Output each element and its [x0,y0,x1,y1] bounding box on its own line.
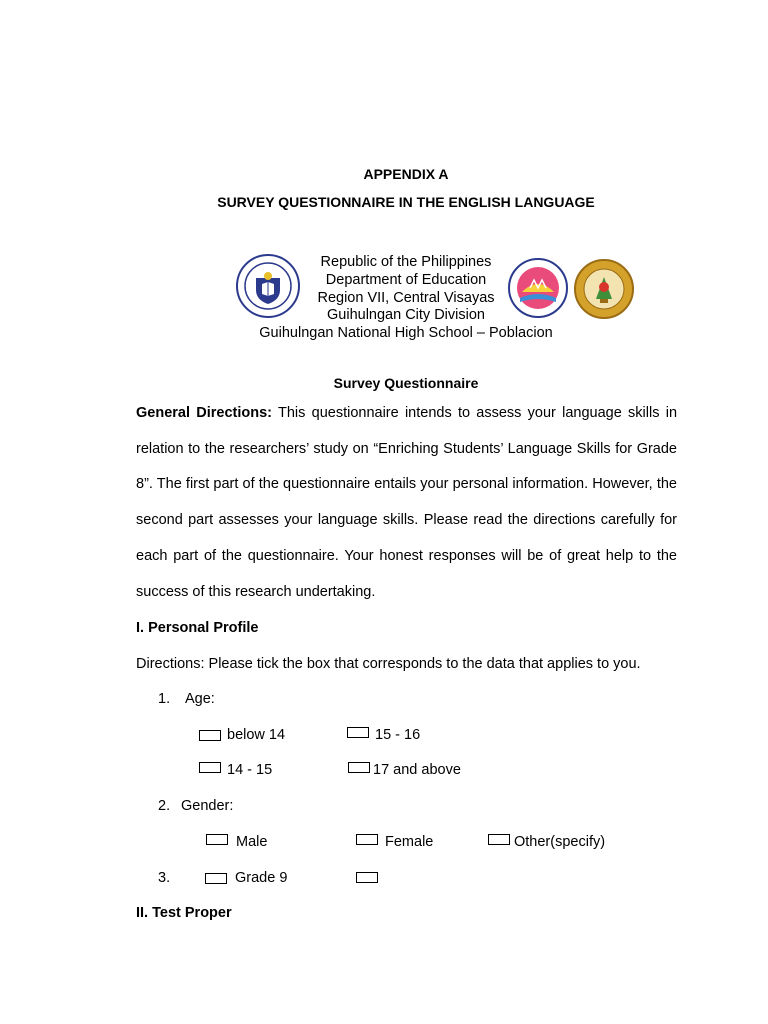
option-age-below-14: below 14 [227,727,286,743]
general-directions-label: General Directions: [136,405,272,421]
checkbox-age-17-above[interactable] [348,762,370,773]
header-line-division: Guihulngan City Division [327,307,485,324]
section-personal-profile-title: I. Personal Profile [136,620,259,636]
checkbox-gender-other[interactable] [488,834,510,845]
checkbox-age-below-14[interactable] [199,730,221,741]
section-test-proper-title: II. Test Proper [136,905,232,921]
checkbox-age-14-15[interactable] [199,762,221,773]
option-gender-female: Female [385,834,434,850]
header-line-school: Guihulngan National High School – Poblacion [259,325,553,342]
header-line-republic: Republic of the Philippines [320,254,492,270]
option-gender-male: Male [236,834,268,850]
question-age-label: Age: [185,691,215,707]
question-number-2: 2. [158,798,171,814]
general-directions-text: This questionnaire intends to assess your language skills in relation to the researchers’ study on “Enriching Students’ Language Skills for Grade 8”. The first part of the questionnaire entails your personal information. However, the second part assesses your language skills. Please read the directions carefully for each part of the questionnaire. Your honest responses will be of great help to the success of this research undertaking. [136,405,678,600]
question-number-1: 1. [158,691,171,707]
option-gender-other: Other(specify) [514,834,606,850]
header-line-department: Department of Education [325,271,487,288]
survey-title: Survey Questionnaire [333,375,479,391]
checkbox-gender-male[interactable] [206,834,228,845]
option-age-17-above: 17 and above [373,762,461,778]
checkbox-grade-9[interactable] [205,873,227,884]
option-grade-9: Grade 9 [235,870,288,886]
appendix-title: APPENDIX A [363,166,449,182]
header-line-region: Region VII, Central Visayas [317,289,495,306]
question-gender-label: Gender: [181,798,234,814]
appendix-subtitle: SURVEY QUESTIONNAIRE IN THE ENGLISH LANGUAGE [217,194,595,210]
general-directions [136,396,677,610]
school-seal-icon [574,259,634,319]
option-age-14-15: 14 - 15 [227,762,273,778]
section-personal-profile-directions: Directions: Please tick the box that corresponds to the data that applies to you. [136,656,641,672]
question-number-3: 3. [158,870,171,886]
option-age-15-16: 15 - 16 [375,727,421,743]
checkbox-grade-other[interactable] [356,872,378,883]
checkbox-age-15-16[interactable] [347,727,369,738]
checkbox-gender-female[interactable] [356,834,378,845]
division-seal-icon [508,258,568,318]
